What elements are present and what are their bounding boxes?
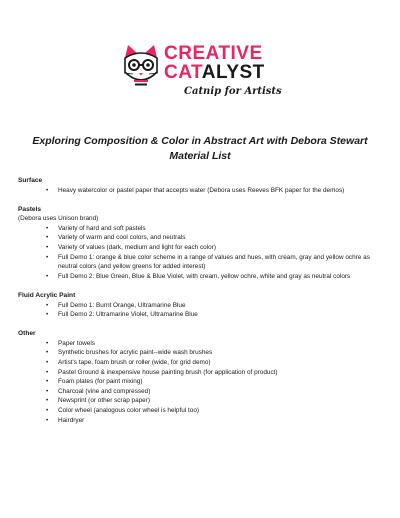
logo-word-cat: CAT [164, 62, 202, 83]
section-surface [18, 176, 382, 195]
section-other [18, 329, 382, 425]
title-line-1: Exploring Composition & Color in Abstract Art with Debora Stewart [32, 135, 368, 147]
list-item: • Full Demo 1: Burnt Orange, Ultramarine Blue [18, 301, 382, 311]
document-title [30, 134, 370, 164]
section-heading: Other [18, 330, 36, 338]
list-item: • Artist's tape, foam brush or roller (wide, for grid demo) [18, 358, 382, 368]
list-item: • Variety of warm and cool colors, and neutrals [18, 233, 382, 243]
list-item: • Variety of hard and soft pastels [18, 224, 382, 234]
section-heading: Fluid Acrylic Paint [18, 291, 76, 299]
list-item: • Paper towels [18, 339, 382, 349]
list-item: • Heavy watercolor or pastel paper that accepts water (Debora uses Reeves BFK paper for the demos) [18, 186, 382, 196]
section-heading: Pastels [18, 205, 42, 213]
title-line-2: Material List [169, 150, 231, 162]
logo-word-creative: CREATIVE [164, 43, 263, 64]
logo-word-catalyst [164, 63, 265, 83]
list-item: • Full Demo 2: Blue Green, Blue & Blue Violet, with cream, yellow ochre, white and gray as neutral colors [18, 272, 382, 282]
bullet-list [18, 301, 382, 320]
material-list [18, 176, 382, 435]
list-item: • Full Demo 1: orange & blue color scheme in a range of values and hues, with cream, gray and yellow ochre as neutral colors (and yellow greens for added interest) [18, 253, 382, 272]
list-item: • Full Demo 2: Ultramarine Violet, Ultramarine Blue [18, 310, 382, 320]
bullet-list [18, 224, 382, 282]
cat-with-glasses-icon [122, 44, 160, 88]
list-item: • Newsprint (or other scrap paper) [18, 396, 382, 406]
list-item: • Pastel Ground & inexpensive house painting brush (for application of product) [18, 368, 382, 378]
section-heading: Surface [18, 177, 43, 184]
list-item: • Synthetic brushes for acrylic paint--wide wash brushes [18, 348, 382, 358]
bullet-list [18, 186, 382, 196]
list-item: • Hairdryer [18, 416, 382, 426]
section-note: (Debora uses Unison brand) [18, 215, 99, 223]
logo-tagline: Catnip for Artists [184, 86, 282, 97]
brand-logo [122, 42, 282, 114]
list-item: • Variety of values (dark, medium and light for each color) [18, 243, 382, 253]
list-item: • Charcoal (vine and compressed) [18, 387, 382, 397]
logo-word-alyst: ALYST [201, 62, 265, 83]
section-fluid-acrylic-paint [18, 291, 382, 320]
list-item: • Color wheel (analogous color wheel is helpful too) [18, 406, 382, 416]
section-pastels [18, 205, 382, 282]
list-item: • Foam plates (for paint mixing) [18, 377, 382, 387]
bullet-list [18, 339, 382, 425]
